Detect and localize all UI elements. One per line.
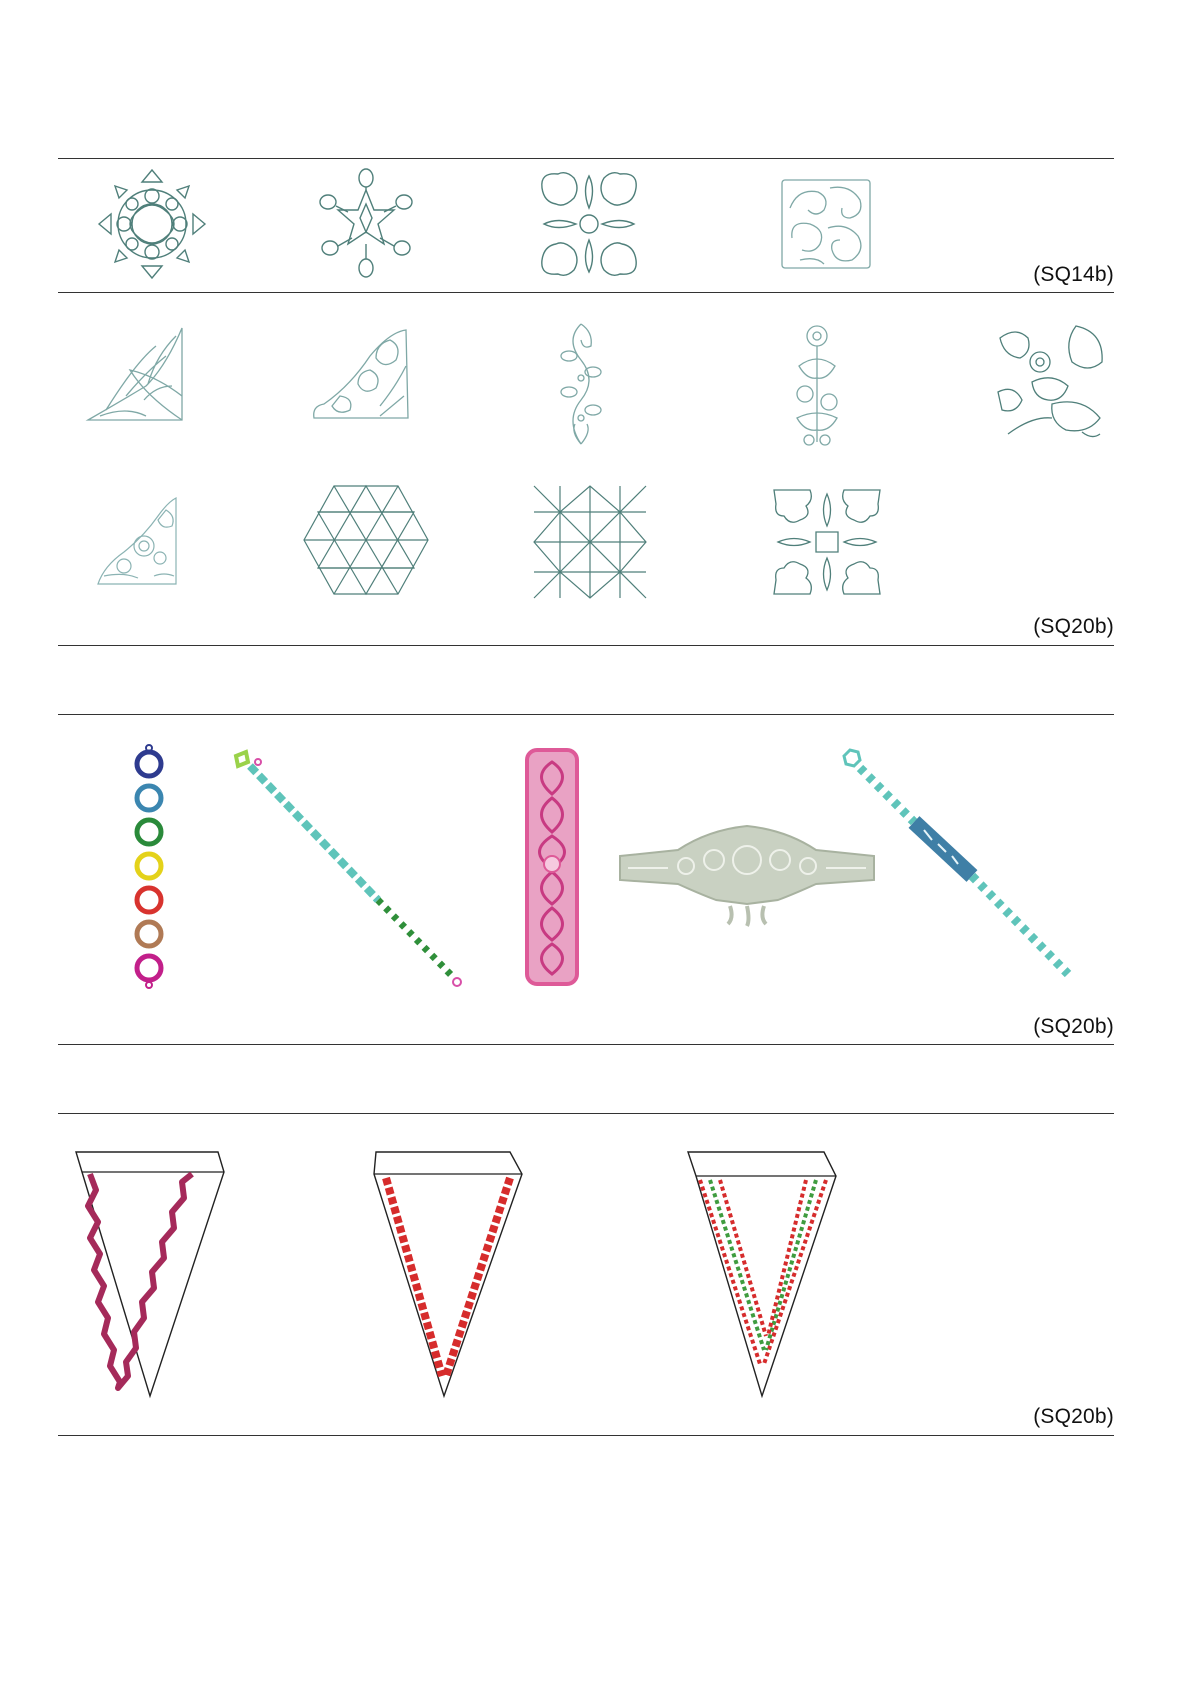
flower-stem-motif-icon <box>787 322 847 448</box>
double-chain-pennant-icon <box>686 1150 838 1400</box>
section-divider-bottom-2 <box>58 645 1114 646</box>
aqua-green-bracelet-icon <box>228 748 464 988</box>
floral-cross-motif-icon <box>536 168 642 280</box>
swirl-square-motif-icon <box>780 178 872 270</box>
star-snowflake-motif-icon <box>318 168 414 278</box>
floral-square-motif-icon <box>992 322 1106 440</box>
rainbow-lace-chain-icon <box>132 744 166 990</box>
section-divider-bottom-1 <box>58 292 1114 293</box>
heart-trim-pennant-icon <box>372 1150 524 1400</box>
section-caption-sq14b: (SQ14b) <box>1033 263 1114 286</box>
vine-border-motif-icon <box>557 320 605 448</box>
section-caption-sq20b-3: (SQ20b) <box>1033 1405 1114 1428</box>
name-bracelet-icon <box>838 746 1076 982</box>
leaf-square-block-motif-icon <box>770 486 884 598</box>
leaf-corner-motif-icon <box>86 326 186 422</box>
paisley-corner-motif-icon <box>310 326 410 420</box>
section-divider-top-3 <box>58 714 1114 715</box>
pink-lace-band-icon <box>521 744 583 990</box>
lace-corner-motif-icon <box>94 496 180 586</box>
section-caption-sq20b-1: (SQ20b) <box>1033 615 1114 638</box>
section-divider-top-1 <box>58 158 1114 159</box>
star-of-david-hexagon-motif-icon <box>302 484 430 596</box>
geometric-star-block-motif-icon <box>532 484 648 600</box>
ric-rac-pennant-icon <box>74 1150 226 1400</box>
section-caption-sq20b-2: (SQ20b) <box>1033 1015 1114 1038</box>
section-divider-bottom-4 <box>58 1435 1114 1436</box>
section-divider-bottom-3 <box>58 1044 1114 1045</box>
section-divider-top-4 <box>58 1113 1114 1114</box>
snowflake-swirl-motif-icon <box>97 168 207 280</box>
